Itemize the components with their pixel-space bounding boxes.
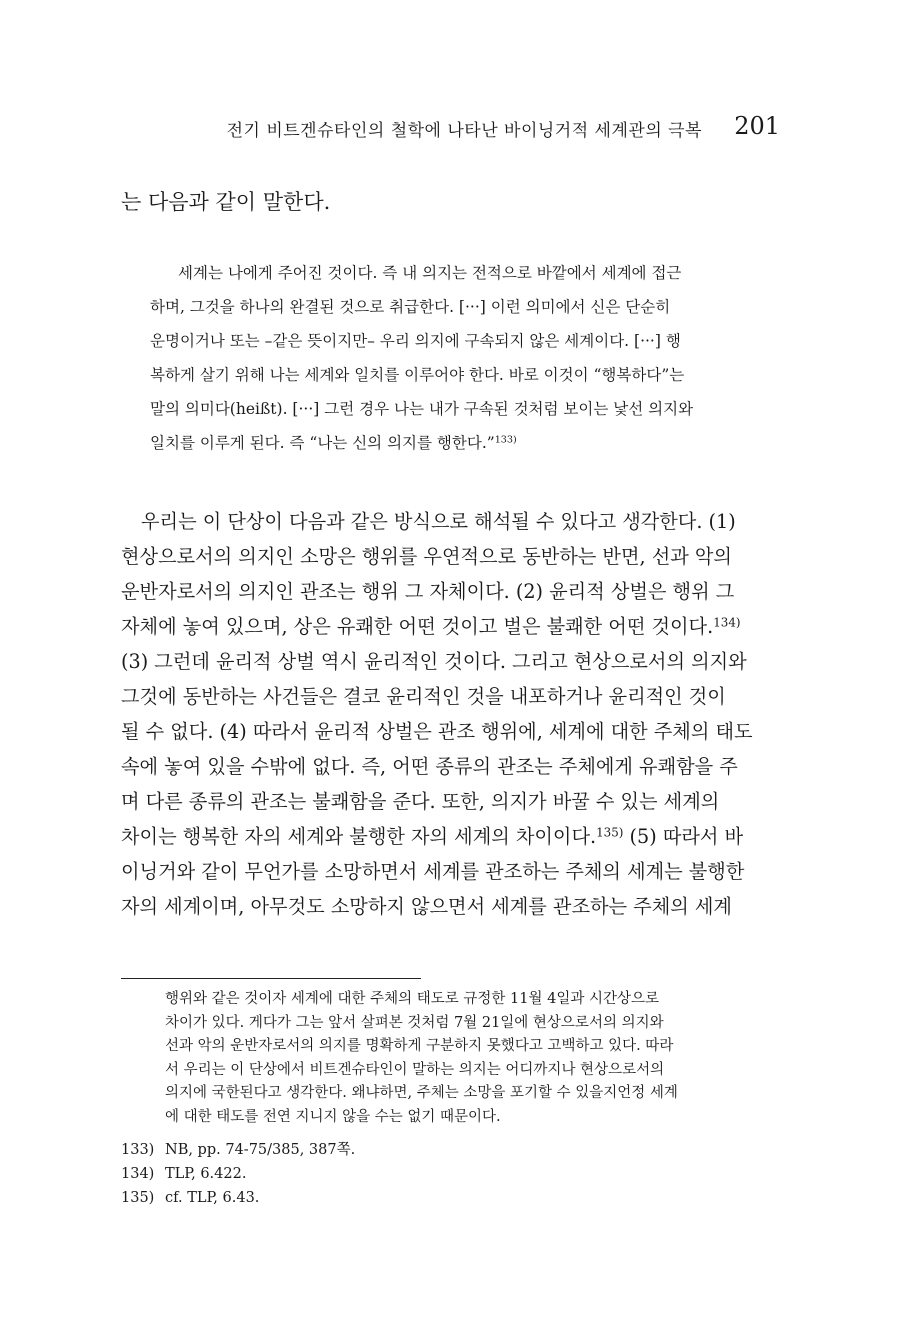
footnote-rule — [121, 978, 421, 979]
body-line: 며 다른 종류의 관조는 불쾌함을 준다. 또한, 의지가 바꿀 수 있는 세계의 — [121, 790, 720, 813]
footnote-number: 133) — [121, 1142, 155, 1158]
body-line — [121, 609, 781, 644]
body-line-text: 차이는 행복한 자의 세계와 불행한 자의 세계의 차이이다. — [121, 825, 597, 848]
body-line: (3) 그런데 윤리적 상벌 역시 윤리적인 것이다. 그리고 현상으로서의 의지와 — [121, 650, 747, 673]
footnote-135 — [121, 1186, 781, 1210]
footnote-line: 행위와 같은 것이자 세계에 대한 주체의 태도로 규정한 11월 4일과 시간상으로 — [165, 991, 659, 1007]
body-line — [121, 819, 781, 854]
body-line: 이닝거와 같이 무언가를 소망하면서 세계를 관조하는 주체의 세계는 불행한 — [121, 860, 745, 883]
body-line: 속에 놓여 있을 수밖에 없다. 즉, 어떤 종류의 관조는 주체에게 유쾌함을 주 — [121, 755, 738, 778]
body-line-tail: (5) 따라서 바 — [623, 825, 744, 848]
body-line: 우리는 이 단상이 다음과 같은 방식으로 해석될 수 있다고 생각한다. (1) — [141, 510, 736, 533]
body-line: 운반자로서의 의지인 관조는 행위 그 자체이다. (2) 윤리적 상벌은 행위 그 — [121, 580, 735, 603]
footnote-text: NB, pp. 74-75/385, 387쪽. — [165, 1142, 356, 1158]
body-line: 자의 세계이며, 아무것도 소망하지 않으면서 세계를 관조하는 주체의 세계 — [121, 895, 732, 918]
quote-line: 운명이거나 또는 –같은 뜻이지만– 우리 의지에 구속되지 않은 세계이다. [···] 행 — [150, 332, 681, 350]
quote-line: 말의 의미다(heißt). [···] 그런 경우 나는 내가 구속된 것처럼 보이는 낯선 의지와 — [150, 400, 694, 418]
footnote-133 — [121, 1138, 781, 1162]
footnote-number: 135) — [121, 1190, 155, 1206]
footnote-ref-135: 135) — [596, 825, 624, 840]
quote-line: 복하게 살기 위해 나는 세계와 일치를 이루어야 한다. 바로 이것이 “행복하다”는 — [150, 366, 685, 384]
footnote-line: 선과 악의 운반자로서의 의지를 명확하게 구분하지 못했다고 고백하고 있다. 따라 — [165, 1038, 674, 1054]
body-line-text: 자체에 놓여 있으며, 상은 유쾌한 어떤 것이고 벌은 불쾌한 어떤 것이다. — [121, 615, 714, 638]
footnote-line: 에 대한 태도를 전연 지니지 않을 수는 없기 때문이다. — [165, 1108, 501, 1125]
running-title: 전기 비트겐슈타인의 철학에 나타난 바이닝거적 세계관의 극복 — [226, 121, 702, 141]
body-line: 현상으로서의 의지인 소망은 행위를 우연적으로 동반하는 반면, 선과 악의 — [121, 545, 732, 568]
body-paragraph — [121, 504, 781, 924]
footnote-list — [121, 1138, 781, 1210]
body-line: 그것에 동반하는 사건들은 결코 윤리적인 것을 내포하거나 윤리적인 것이 — [121, 685, 726, 708]
footnote-line: 차이가 있다. 게다가 그는 앞서 살펴본 것처럼 7월 21일에 현상으로서의 의지와 — [165, 1014, 664, 1031]
footnote-text: TLP, 6.422. — [165, 1166, 247, 1182]
footnote-text: cf. TLP, 6.43. — [165, 1190, 260, 1206]
footnote-ref-133: 133) — [494, 434, 517, 446]
footnote-continuation — [165, 988, 780, 1129]
quote-line: 세계는 나에게 주어진 것이다. 즉 내 의지는 전적으로 바깥에서 세계에 접근 — [178, 264, 682, 282]
quote-line — [150, 426, 758, 460]
footnote-ref-134: 134) — [713, 615, 741, 630]
footnote-line: 의지에 국한된다고 생각한다. 왜냐하면, 주체는 소망을 포기할 수 있을지언정 세계 — [165, 1085, 678, 1101]
quote-line-text: 일치를 이루게 된다. 즉 “나는 신의 의지를 행한다.” — [150, 434, 495, 452]
footnote-number: 134) — [121, 1166, 155, 1182]
footnote-134 — [121, 1162, 781, 1186]
intro-line: 는 다음과 같이 말한다. — [121, 190, 331, 214]
body-line: 될 수 없다. (4) 따라서 윤리적 상벌은 관조 행위에, 세계에 대한 주체의 태도 — [121, 720, 753, 743]
running-header — [120, 112, 780, 144]
block-quote — [150, 256, 758, 460]
page-number: 201 — [734, 112, 780, 140]
quote-line: 하며, 그것을 하나의 완결된 것으로 취급한다. [···] 이런 의미에서 신은 단순히 — [150, 298, 671, 316]
footnote-line: 서 우리는 이 단상에서 비트겐슈타인이 말하는 의지는 어디까지나 현상으로서의 — [165, 1061, 665, 1078]
